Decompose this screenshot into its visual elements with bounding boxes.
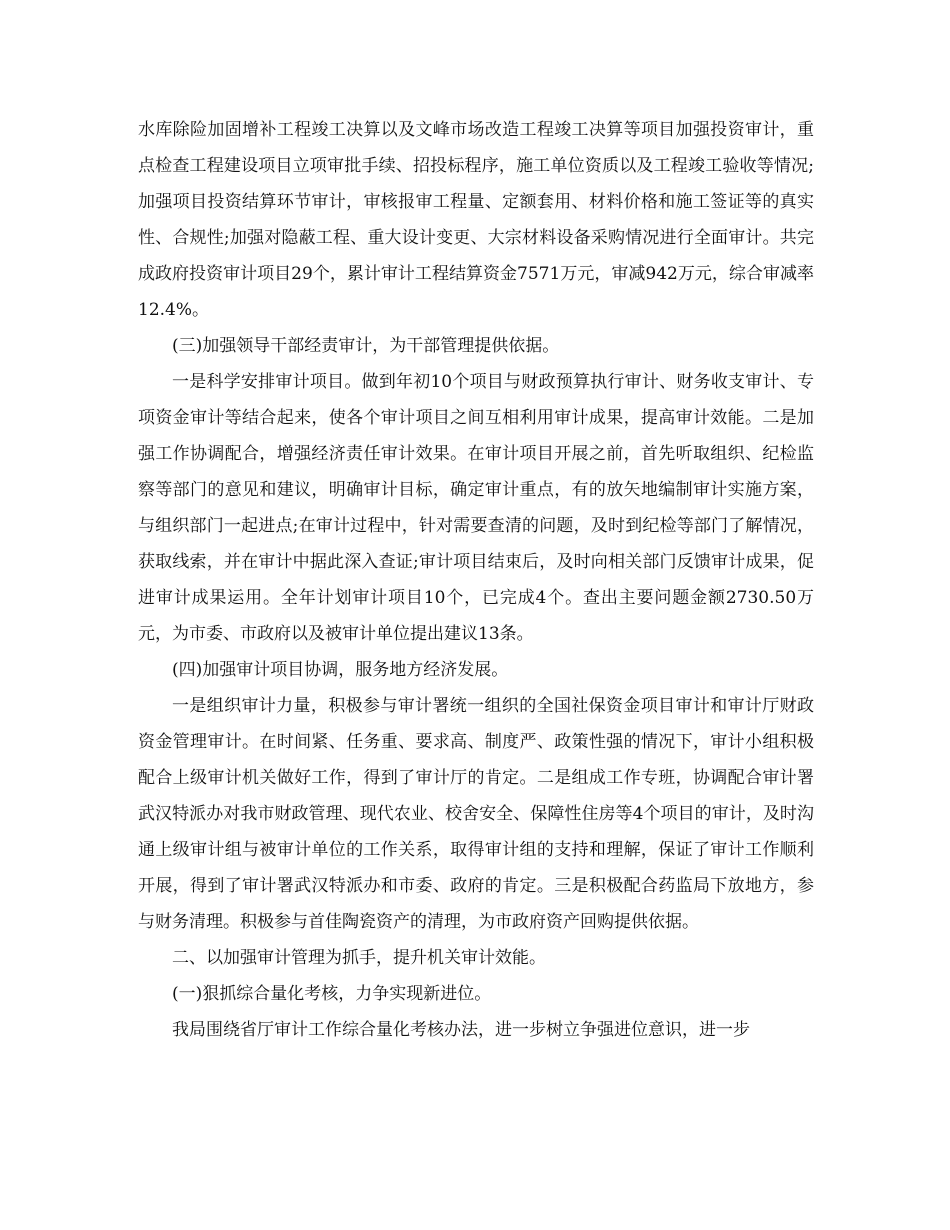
- heading-audit-management: 二、以加强审计管理为抓手，提升机关审计效能。: [172, 948, 546, 968]
- paragraph-quantitative-assessment: 我局围绕省厅审计工作综合量化考核办法，进一步树立争强进位意识，进一步: [172, 1020, 750, 1040]
- heading-project-coordination: (四)加强审计项目协调，服务地方经济发展。: [172, 660, 509, 680]
- heading-quantitative-assessment: (一)狠抓综合量化考核，力争实现新进位。: [172, 984, 492, 1004]
- document-body: [138, 112, 814, 1048]
- paragraph-investment-audit: 水库除险加固增补工程竣工决算以及文峰市场改造工程竣工决算等项目加强投资审计，重点检查工程建设项目立项审批手续、招投标程序，施工单位资质以及工程竣工验收等情况;加强项目投资结算环节审计，审核报审工程量、定额套用、材料价格和施工签证等的真实性、合规性;加强对隐蔽工程、重大设计变更、大宗材料设备采购情况进行全面审计。共完成政府投资审计项目29个，累计审计工程结算资金7571万元，审减942万元，综合审减率12.4%。: [138, 120, 814, 320]
- paragraph-project-coordination: 一是组织审计力量，积极参与审计署统一组织的全国社保资金项目审计和审计厅财政资金管理审计。在时间紧、任务重、要求高、制度严、政策性强的情况下，审计小组积极配合上级审计机关做好工作，得到了审计厅的肯定。二是组成工作专班，协调配合审计署武汉特派办对我市财政管理、现代农业、校舍安全、保障性住房等4个项目的审计，及时沟通上级审计组与被审计单位的工作关系，取得审计组的支持和理解，保证了审计工作顺利开展，得到了审计署武汉特派办和市委、政府的肯定。三是积极配合药监局下放地方，参与财务清理。积极参与首佳陶瓷资产的清理，为市政府资产回购提供依据。: [138, 696, 814, 932]
- paragraph-leader-responsibility-audit: 一是科学安排审计项目。做到年初10个项目与财政预算执行审计、财务收支审计、专项资金审计等结合起来，使各个审计项目之间互相利用审计成果，提高审计效能。二是加强工作协调配合，增强经济责任审计效果。在审计项目开展之前，首先听取组织、纪检监察等部门的意见和建议，明确审计目标，确定审计重点，有的放矢地编制审计实施方案，与组织部门一起进点;在审计过程中，针对需要查清的问题，及时到纪检等部门了解情况，获取线索，并在审计中据此深入查证;审计项目结束后，及时向相关部门反馈审计成果，促进审计成果运用。全年计划审计项目10个，已完成4个。查出主要问题金额2730.50万元，为市委、市政府以及被审计单位提出建议13条。: [138, 372, 814, 644]
- heading-leader-responsibility-audit: (三)加强领导干部经责审计，为干部管理提供依据。: [172, 336, 560, 356]
